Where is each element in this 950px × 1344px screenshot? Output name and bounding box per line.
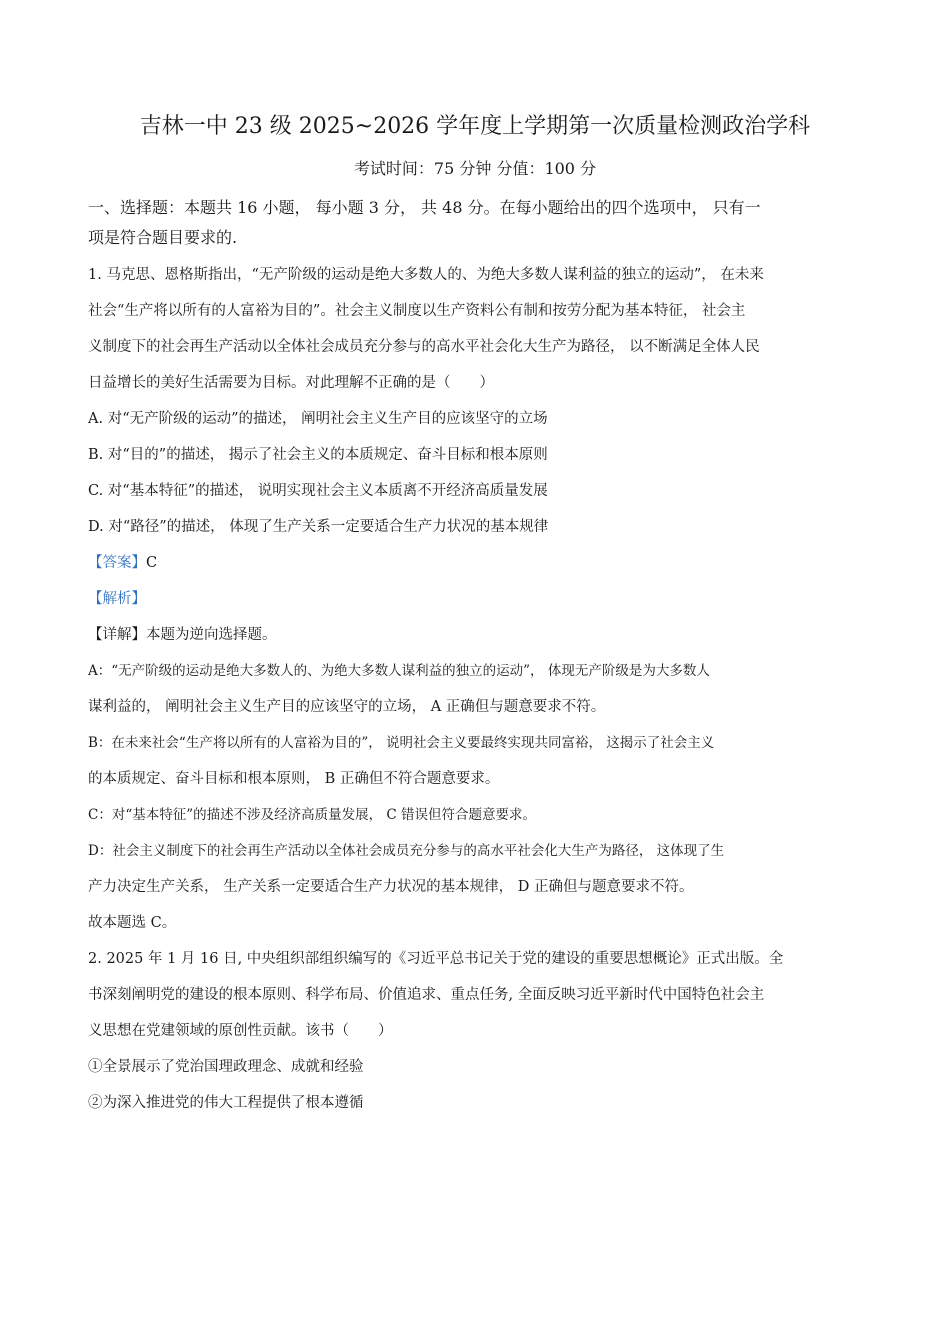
document-body [88,196,863,1128]
exam-info: 考试时间：75 分钟 分值：100 分 [353,159,597,178]
q2-stem-line: 2. 2025 年 1 月 16 日, 中央组织部组织编写的《习近平总书记关于党的建设的重要思想概论》正式出版。全 [88,951,784,967]
q1-conclusion: 故本题选 C。 [88,915,177,931]
q1-option-a: A. 对“无产阶级的运动”的描述， 阐明社会主义生产目的应该坚守的立场 [88,411,548,427]
q1-stem-line: 社会“生产将以所有的人富裕为目的”。社会主义制度以生产资料公有制和按劳分配为基本特征， 社会主 [88,303,746,319]
q1-stem-line: 义制度下的社会再生产活动以全体社会成员充分参与的高水平社会化大生产为路径， 以不断满足全体人民 [88,339,760,355]
q1-analysis-tag [88,588,863,610]
q1-option-d: D. 对“路径”的描述， 体现了生产关系一定要适合生产力状况的基本规律 [88,519,549,535]
q1-analysis-d-line: 产力决定生产关系， 生产关系一定要适合生产力状况的基本规律， D 正确但与题意要求不符。 [88,879,694,895]
q1-analysis-b-line: 的本质规定、奋斗目标和根本原则， B 正确但不符合题意要求。 [88,771,500,787]
q2-stem-line: 书深刻阐明党的建设的根本原则、科学布局、价值追求、重点任务, 全面反映习近平新时代中国特色社会主 [88,987,765,1003]
question-1 [88,264,863,934]
q1-stem-line: 日益增长的美好生活需要为目标。对此理解不正确的是（ ） [88,375,494,391]
q1-analysis-b-line: B：在未来社会“生产将以所有的人富裕为目的”， 说明社会主义要最终实现共同富裕， 这揭示了社会主义 [88,735,715,751]
q1-detail: 【详解】本题为逆向选择题。 [88,627,277,643]
q1-analysis-a-line: 谋利益的， 阐明社会主义生产目的应该坚守的立场， A 正确但与题意要求不符。 [88,699,606,715]
q1-option-b: B. 对“目的”的描述， 揭示了社会主义的本质规定、奋斗目标和根本原则 [88,447,548,463]
section-heading-line-2: 项是符合题目要求的. [88,228,238,247]
document-title: 吉林一中 23 级 2025~2026 学年度上学期第一次质量检测政治学科 [139,114,811,139]
question-2 [88,948,863,1114]
q1-analysis-a-line: A：“无产阶级的运动是绝大多数人的、为绝大多数人谋利益的独立的运动”， 体现无产阶级是为大多数人 [88,663,710,679]
q1-option-c: C. 对“基本特征”的描述， 说明实现社会主义本质离不开经济高质量发展 [88,483,548,499]
q1-analysis-c-line: C：对“基本特征”的描述不涉及经济高质量发展， C 错误但符合题意要求。 [88,807,537,823]
answer-value: C [146,555,158,571]
q2-stem-line: 义思想在党建领域的原创性贡献。该书（ ） [88,1023,393,1039]
q1-stem-line: 1. 马克思、恩格斯指出，“无产阶级的运动是绝大多数人的、为绝大多数人谋利益的独立的运动”， 在未来 [88,267,764,283]
section-heading-line-1: 一、选择题：本题共 16 小题， 每小题 3 分， 共 48 分。在每小题给出的四个选项中， 只有一 [88,198,761,217]
answer-tag: 【答案】 [88,555,146,571]
q2-item: ①全景展示了党治国理政理念、成就和经验 [88,1059,364,1075]
analysis-tag: 【解析】 [88,591,146,607]
q1-answer [88,552,863,574]
q1-analysis-d-line: D：社会主义制度下的社会再生产活动以全体社会成员充分参与的高水平社会化大生产为路径， 这体现了生 [88,843,725,859]
q2-item: ②为深入推进党的伟大工程提供了根本遵循 [88,1095,364,1111]
